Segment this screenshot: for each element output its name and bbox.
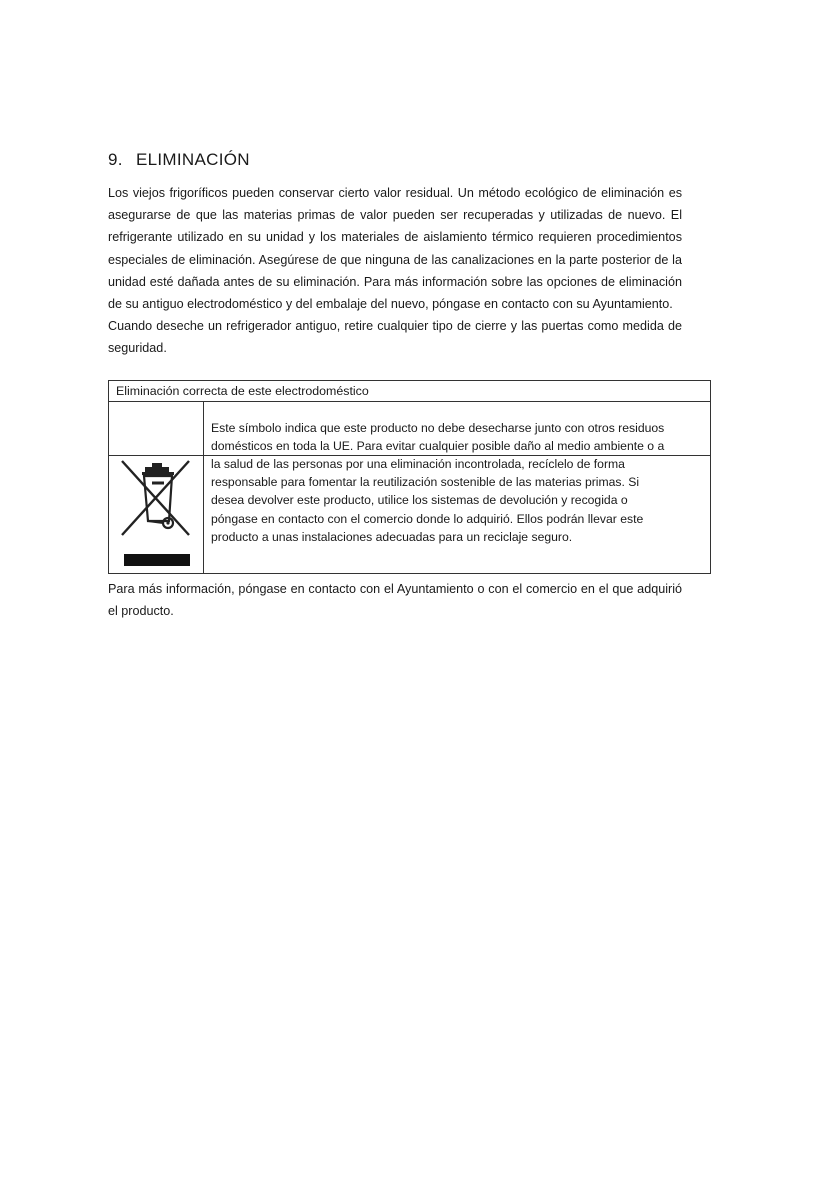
disposal-table <box>108 380 711 574</box>
disposal-text-line: desea devolver este producto, utilice los sistemas de devolución y recogida o <box>211 493 628 508</box>
disposal-text-line: domésticos en toda la UE. Para evitar cualquier posible daño al medio ambiente o a <box>211 438 665 453</box>
disposal-text-line: póngase en contacto con el comercio donde lo adquirió. Ellos podrán llevar este <box>211 511 644 526</box>
crossed-out-wheelie-bin-icon <box>117 457 197 547</box>
section-number: 9. <box>108 150 123 169</box>
section-heading <box>108 150 712 170</box>
intro-paragraph: Los viejos frigoríficos pueden conservar cierto valor residual. Un método ecológico de eliminación es asegurarse de que las materias primas de valor pueden ser recuperadas y utilizadas de nuevo. El refrigerante utilizado en su unidad y los materiales de aislamiento térmico requieren procedimientos especiales de eliminación. Asegúrese de que ninguna de las canalizaciones en la parte posterior de la unidad esté dañada antes de su eliminación. Para más información sobre las opciones de eliminación de su antiguo electrodoméstico y del embalaje del nuevo, póngase en contacto con su Ayuntamiento. <box>108 186 682 312</box>
disposal-table-body <box>109 402 710 573</box>
document-page <box>108 150 712 622</box>
disposal-text-line: la salud de las personas por una eliminación incontrolada, recíclelo de forma <box>211 457 625 472</box>
disposal-text-line: responsable para fomentar la reutilización sostenible de las materias primas. Si <box>211 475 640 490</box>
disposal-icon-cell <box>109 402 204 573</box>
footer-paragraph: Para más información, póngase en contacto con el Ayuntamiento o con el comercio en el que adquirió el producto. <box>108 581 682 618</box>
disposal-text-cell <box>204 402 710 573</box>
text-cell-divider <box>204 455 710 456</box>
section-title: ELIMINACIÓN <box>136 150 250 169</box>
disposal-text-line: producto a unas instalaciones adecuadas para un reciclaje seguro. <box>211 529 573 544</box>
disposal-text-line: Este símbolo indica que este producto no debe desecharse junto con otros residuos <box>211 420 665 435</box>
disposal-table-header: Eliminación correcta de este electrodoméstico <box>109 381 710 402</box>
safety-paragraph: Cuando deseche un refrigerador antiguo, retire cualquier tipo de cierre y las puertas como medida de seguridad. <box>108 319 682 356</box>
icon-cell-divider <box>109 455 203 456</box>
separate-collection-bar <box>124 554 190 566</box>
